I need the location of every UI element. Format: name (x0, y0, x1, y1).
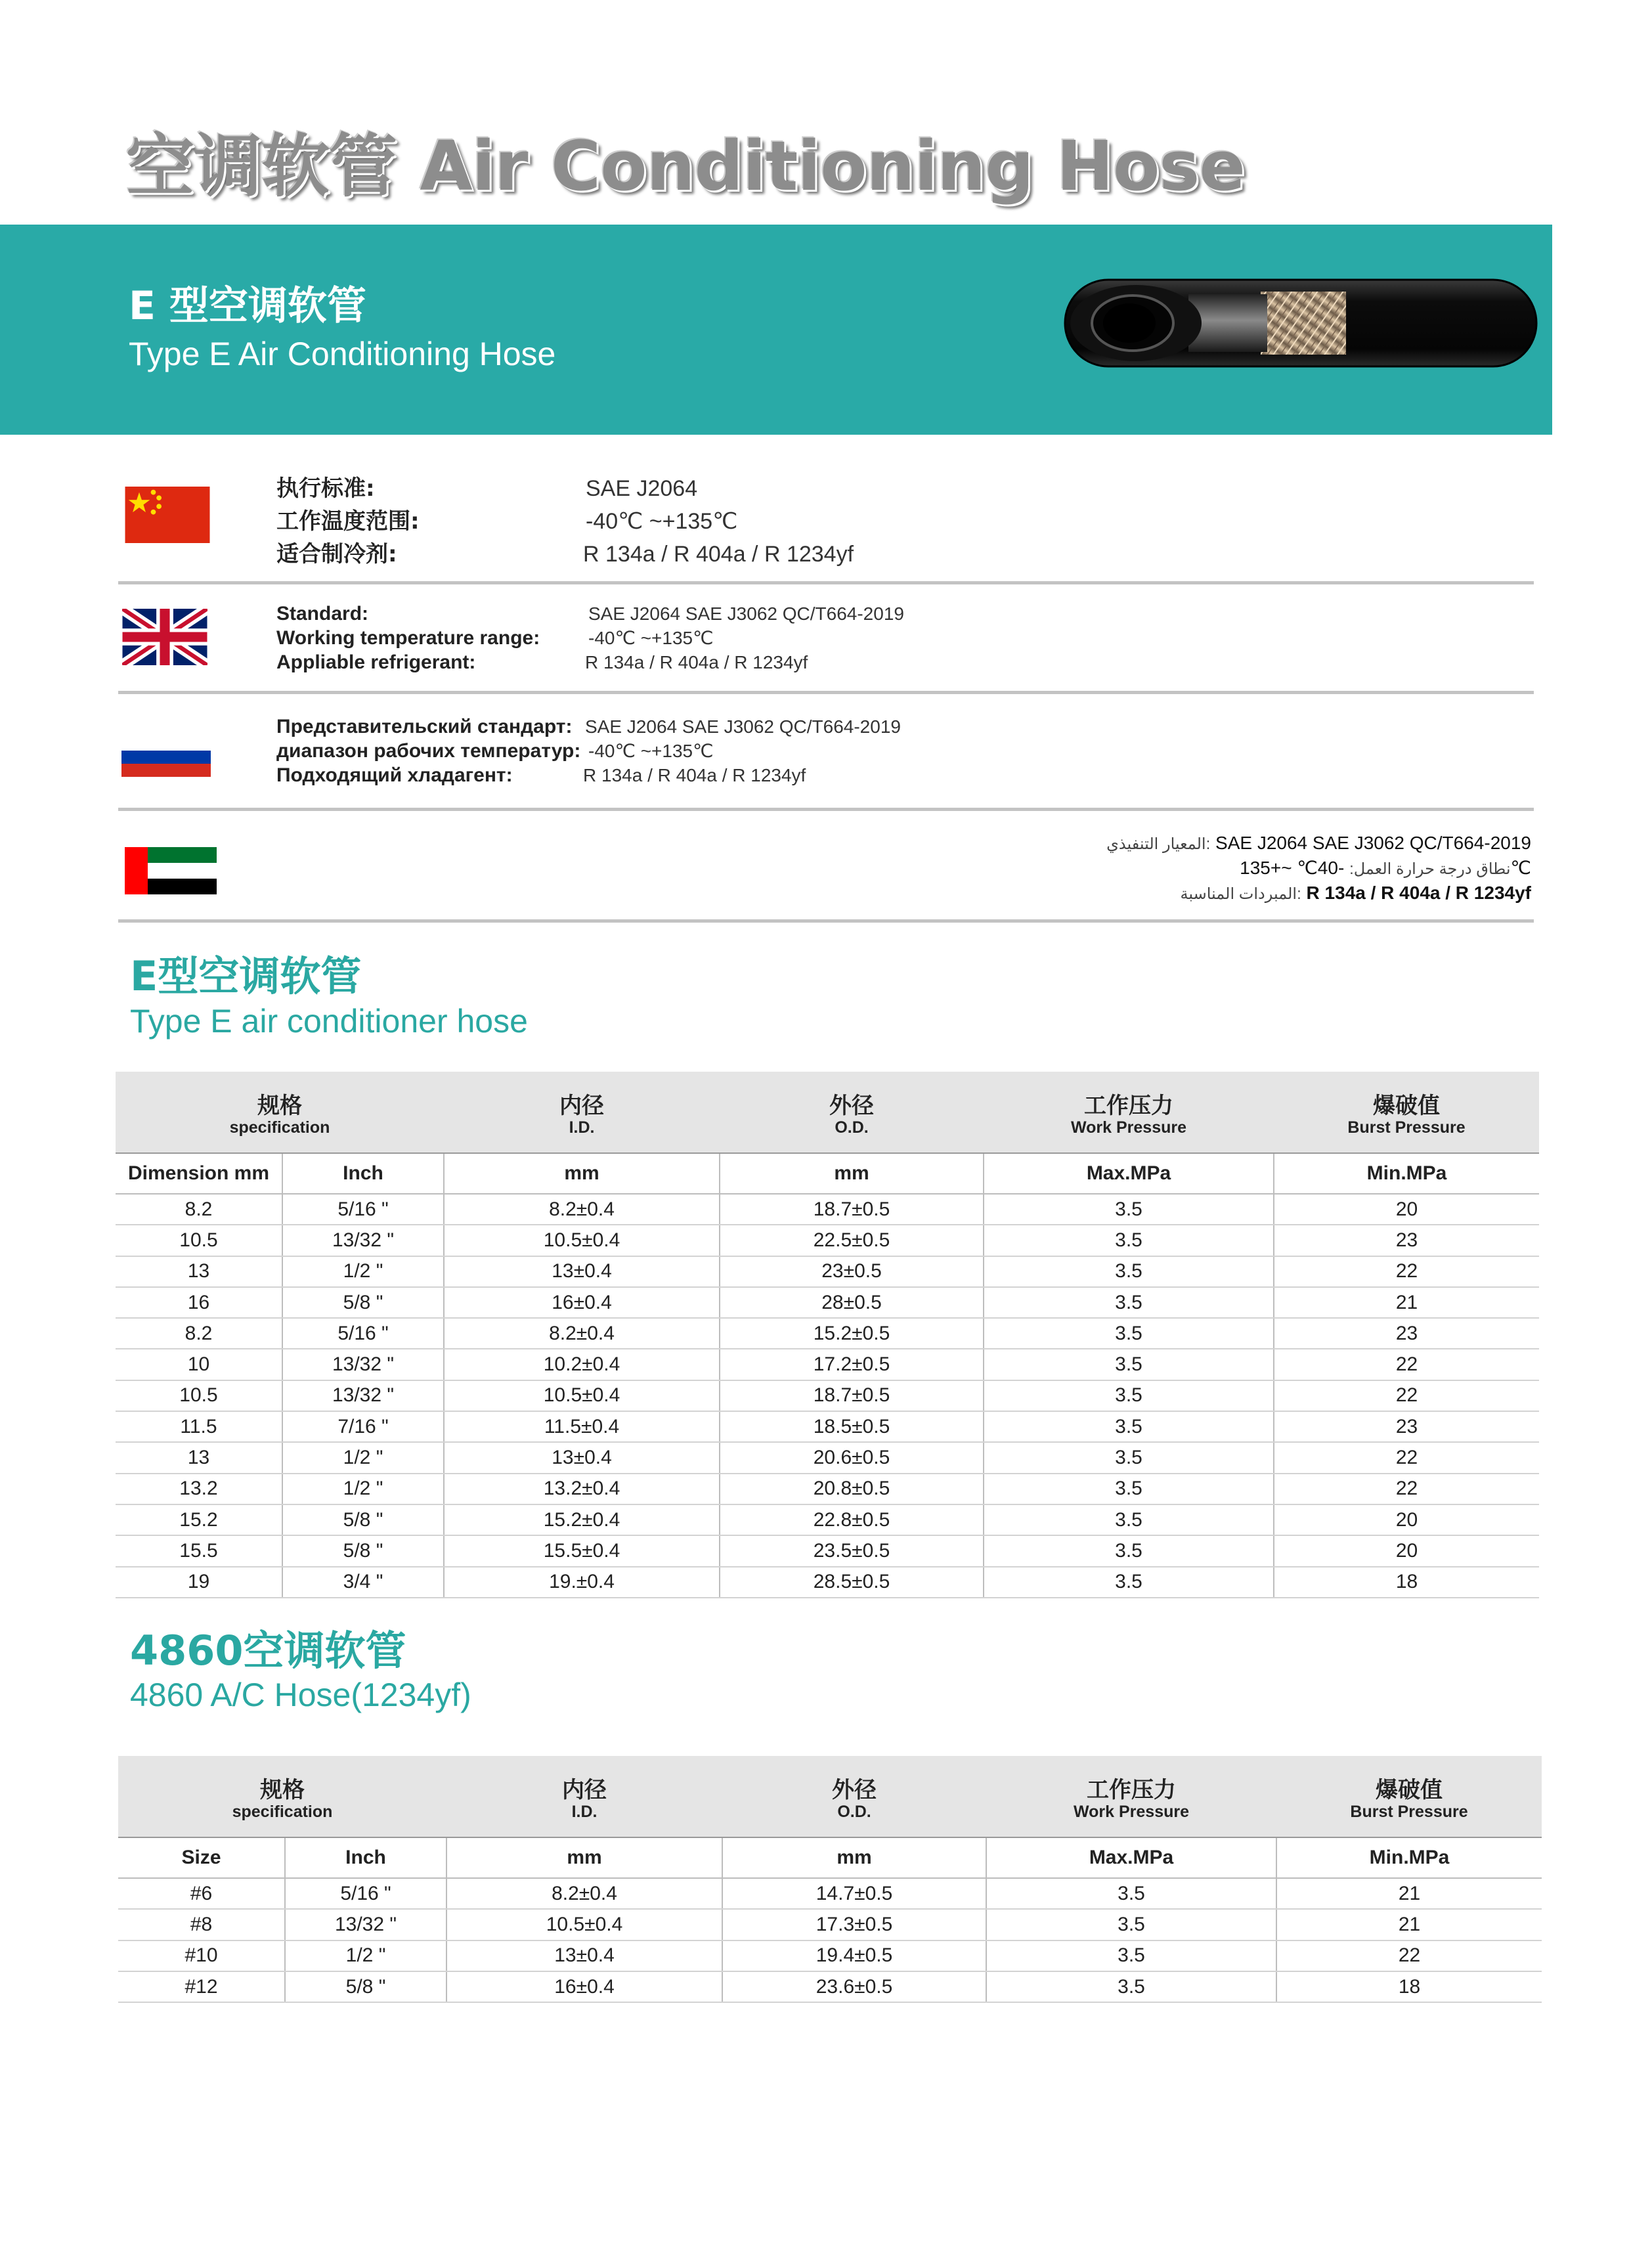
subheader-min-mpa: Min.MPa (1276, 1837, 1542, 1878)
table-cell: 13.2 (116, 1474, 282, 1504)
table-cell: 11.5 (116, 1411, 282, 1442)
table-cell: #6 (118, 1878, 285, 1909)
banner-title-en: Type E Air Conditioning Hose (129, 336, 556, 372)
table-body (118, 1878, 1542, 2002)
table-cell: #12 (118, 1971, 285, 2002)
table-row (118, 1878, 1542, 1909)
standard-label-ru: Представительский стандарт: (276, 716, 573, 737)
subheader-dimension: Dimension mm (116, 1153, 282, 1194)
page-title: 空调软管 Air Conditioning Hose (126, 126, 1245, 206)
table-cell: 17.3±0.5 (722, 1909, 986, 1940)
table-row (116, 1225, 1539, 1256)
table-cell: 10.5±0.4 (444, 1380, 720, 1411)
table-cell: 18 (1276, 1971, 1542, 2002)
table-cell: 8.2±0.4 (444, 1194, 720, 1225)
row-divider (118, 581, 1534, 584)
table-cell: 8.2 (116, 1194, 282, 1225)
table-cell: 1/2 " (282, 1474, 444, 1504)
table-cell: 22.8±0.5 (720, 1504, 984, 1535)
table-row (116, 1349, 1539, 1380)
standard-value-ar: SAE J2064 SAE J3062 QC/T664-2019 (1215, 833, 1531, 853)
table-cell: 1/2 " (282, 1442, 444, 1473)
table-cell: 18.7±0.5 (720, 1194, 984, 1225)
header-outer-diameter: 外径 O.D. (722, 1756, 986, 1837)
row-divider (118, 691, 1534, 694)
table-cell: 13±0.4 (444, 1442, 720, 1473)
china-flag-icon (125, 487, 210, 543)
temperature-label-cn: 工作温度范围: (276, 508, 420, 535)
table-cell: 5/16 " (282, 1194, 444, 1225)
table-cell: 20 (1274, 1535, 1539, 1566)
table-row (116, 1567, 1539, 1598)
russia-flag-icon (121, 737, 211, 777)
table-cell: 23.6±0.5 (722, 1971, 986, 2002)
table-row (116, 1194, 1539, 1225)
table-cell: 3.5 (984, 1535, 1274, 1566)
subheader-od-mm: mm (720, 1153, 984, 1194)
table-cell: 23 (1274, 1318, 1539, 1349)
header-specification: 规格 specification (116, 1072, 444, 1153)
subheader-max-mpa: Max.MPa (986, 1837, 1276, 1878)
table-cell: 3.5 (986, 1909, 1276, 1940)
temperature-value-ar: -40℃ ~+135℃ (1240, 858, 1531, 878)
table-cell: 13/32 " (282, 1380, 444, 1411)
section1-title-en: Type E air conditioner hose (130, 1003, 528, 1040)
table-cell: 13 (116, 1256, 282, 1287)
table-cell: 7/16 " (282, 1411, 444, 1442)
table-cell: 3.5 (984, 1287, 1274, 1318)
table-cell: 3.5 (984, 1318, 1274, 1349)
table-cell: 15.5±0.4 (444, 1535, 720, 1566)
table-body (116, 1194, 1539, 1598)
refrigerant-label-ru: Подходящий хладагент: (276, 764, 513, 786)
hose-cross-section-image (1064, 278, 1538, 368)
table-cell: 3.5 (984, 1442, 1274, 1473)
uae-flag-icon (125, 847, 217, 894)
table-header-row (116, 1072, 1539, 1153)
standard-value-cn: SAE J2064 (586, 476, 698, 501)
header-outer-diameter: 外径 O.D. (720, 1072, 984, 1153)
table-cell: 22 (1274, 1380, 1539, 1411)
table-row (116, 1411, 1539, 1442)
table-cell: 5/8 " (282, 1504, 444, 1535)
table-cell: 18 (1274, 1567, 1539, 1598)
subheader-max-mpa: Max.MPa (984, 1153, 1274, 1194)
table-cell: #10 (118, 1940, 285, 1971)
table-cell: 15.2 (116, 1504, 282, 1535)
refrigerant-value-en: R 134a / R 404a / R 1234yf (585, 652, 808, 672)
table-row (118, 1909, 1542, 1940)
temperature-label-ar: نطاق درجة حرارة العمل: (1349, 860, 1511, 878)
table-cell: 5/16 " (282, 1318, 444, 1349)
table-cell: #8 (118, 1909, 285, 1940)
table-row (116, 1504, 1539, 1535)
header-inner-diameter: 内径 I.D. (446, 1756, 722, 1837)
table-cell: 13/32 " (285, 1909, 446, 1940)
table-cell: 15.2±0.4 (444, 1504, 720, 1535)
type-e-spec-table (116, 1072, 1539, 1598)
table-cell: 3.5 (984, 1504, 1274, 1535)
subheader-inch: Inch (285, 1837, 446, 1878)
table-cell: 23 (1274, 1225, 1539, 1256)
header-work-pressure: 工作压力 Work Pressure (984, 1072, 1274, 1153)
table-cell: 23.5±0.5 (720, 1535, 984, 1566)
table-cell: 10.5±0.4 (446, 1909, 722, 1940)
row-divider (118, 808, 1534, 811)
subheader-inch: Inch (282, 1153, 444, 1194)
standard-label-ar: المعيار التنفيذي: (1106, 835, 1211, 853)
table-cell: 15.2±0.5 (720, 1318, 984, 1349)
4860-spec-table (118, 1756, 1542, 2003)
standard-label-en: Standard: (276, 603, 369, 625)
standard-label-cn: 执行标准: (276, 475, 375, 502)
table-cell: 21 (1276, 1909, 1542, 1940)
table-cell: 1/2 " (285, 1940, 446, 1971)
table-cell: 3.5 (984, 1349, 1274, 1380)
table-cell: 15.5 (116, 1535, 282, 1566)
table-cell: 16±0.4 (446, 1971, 722, 2002)
table-cell: 3/4 " (282, 1567, 444, 1598)
table-cell: 22 (1274, 1256, 1539, 1287)
table-cell: 3.5 (986, 1940, 1276, 1971)
refrigerant-value-ru: R 134a / R 404a / R 1234yf (583, 765, 806, 785)
table-cell: 8.2±0.4 (446, 1878, 722, 1909)
table-cell: 28.5±0.5 (720, 1567, 984, 1598)
table-cell: 16±0.4 (444, 1287, 720, 1318)
table-cell: 13 (116, 1442, 282, 1473)
table-cell: 5/8 " (282, 1535, 444, 1566)
table-cell: 3.5 (984, 1567, 1274, 1598)
temperature-value-ru: -40℃ ~+135℃ (588, 741, 714, 761)
table-cell: 3.5 (986, 1971, 1276, 2002)
table-cell: 5/16 " (285, 1878, 446, 1909)
standard-row-ar (1106, 830, 1531, 858)
table-cell: 20 (1274, 1504, 1539, 1535)
header-burst-pressure: 爆破值 Burst Pressure (1276, 1756, 1542, 1837)
table-cell: 21 (1274, 1287, 1539, 1318)
table-cell: 10.5±0.4 (444, 1225, 720, 1256)
table-cell: 22 (1274, 1442, 1539, 1473)
table-cell: 13±0.4 (444, 1256, 720, 1287)
table-cell: 3.5 (986, 1878, 1276, 1909)
table-subheader-row (116, 1153, 1539, 1194)
table-row (116, 1380, 1539, 1411)
subheader-od-mm: mm (722, 1837, 986, 1878)
table-cell: 5/8 " (285, 1971, 446, 2002)
table-cell: 5/8 " (282, 1287, 444, 1318)
table-cell: 22 (1276, 1940, 1542, 1971)
table-subheader-row (118, 1837, 1542, 1878)
table-cell: 19.4±0.5 (722, 1940, 986, 1971)
table-row (116, 1535, 1539, 1566)
table-cell: 19 (116, 1567, 282, 1598)
table-cell: 10.5 (116, 1380, 282, 1411)
table-cell: 3.5 (984, 1256, 1274, 1287)
table-row (116, 1442, 1539, 1473)
subheader-size: Size (118, 1837, 285, 1878)
banner-title-cn: E 型空调软管 (129, 283, 366, 329)
subheader-id-mm: mm (444, 1153, 720, 1194)
table-cell: 20 (1274, 1194, 1539, 1225)
table-cell: 3.5 (984, 1380, 1274, 1411)
table-row (116, 1318, 1539, 1349)
table-cell: 19.±0.4 (444, 1567, 720, 1598)
header-inner-diameter: 内径 I.D. (444, 1072, 720, 1153)
table-cell: 23 (1274, 1411, 1539, 1442)
table-cell: 17.2±0.5 (720, 1349, 984, 1380)
header-specification: 规格 specification (118, 1756, 446, 1837)
table-cell: 21 (1276, 1878, 1542, 1909)
standard-value-en: SAE J2064 SAE J3062 QC/T664-2019 (588, 603, 904, 624)
subheader-id-mm: mm (446, 1837, 722, 1878)
table-cell: 23±0.5 (720, 1256, 984, 1287)
table-row (116, 1474, 1539, 1504)
header-burst-pressure: 爆破值 Burst Pressure (1274, 1072, 1539, 1153)
table-cell: 10.2±0.4 (444, 1349, 720, 1380)
table-cell: 3.5 (984, 1194, 1274, 1225)
table-cell: 22 (1274, 1474, 1539, 1504)
table-cell: 10.5 (116, 1225, 282, 1256)
table-cell: 3.5 (984, 1225, 1274, 1256)
table-cell: 22.5±0.5 (720, 1225, 984, 1256)
table-cell: 14.7±0.5 (722, 1878, 986, 1909)
table-row (116, 1287, 1539, 1318)
header-work-pressure: 工作压力 Work Pressure (986, 1756, 1276, 1837)
refrigerant-value-cn: R 134a / R 404a / R 1234yf (583, 542, 854, 567)
table-cell: 10 (116, 1349, 282, 1380)
table-cell: 20.6±0.5 (720, 1442, 984, 1473)
table-cell: 13.2±0.4 (444, 1474, 720, 1504)
temperature-label-ru: диапазон рабочих температур: (276, 740, 581, 762)
uk-flag-icon (122, 609, 207, 665)
table-header-row (118, 1756, 1542, 1837)
standard-value-ru: SAE J2064 SAE J3062 QC/T664-2019 (585, 716, 901, 737)
refrigerant-value-ar: R 134a / R 404a / R 1234yf (1306, 883, 1531, 903)
temperature-label-en: Working temperature range: (276, 627, 540, 649)
table-cell: 13±0.4 (446, 1940, 722, 1971)
table-cell: 11.5±0.4 (444, 1411, 720, 1442)
table-cell: 28±0.5 (720, 1287, 984, 1318)
table-cell: 1/2 " (282, 1256, 444, 1287)
table-cell: 20.8±0.5 (720, 1474, 984, 1504)
table-cell: 22 (1274, 1349, 1539, 1380)
table-cell: 18.7±0.5 (720, 1380, 984, 1411)
subheader-min-mpa: Min.MPa (1274, 1153, 1539, 1194)
table-row (118, 1971, 1542, 2002)
temperature-value-cn: -40℃ ~+135℃ (586, 509, 738, 534)
table-cell: 8.2±0.4 (444, 1318, 720, 1349)
refrigerant-label-cn: 适合制冷剂: (276, 541, 397, 567)
refrigerant-label-ar: المبردات المناسبة: (1180, 885, 1301, 903)
table-row (116, 1256, 1539, 1287)
section2-title-cn: 4860空调软管 (130, 1627, 406, 1675)
table-cell: 18.5±0.5 (720, 1411, 984, 1442)
table-row (118, 1940, 1542, 1971)
table-cell: 3.5 (984, 1411, 1274, 1442)
temperature-value-en: -40℃ ~+135℃ (588, 628, 714, 648)
section2-title-en: 4860 A/C Hose(1234yf) (130, 1676, 471, 1713)
temperature-row-ar (1240, 855, 1531, 883)
table-cell: 13/32 " (282, 1349, 444, 1380)
section1-title-cn: E型空调软管 (130, 952, 362, 1000)
table-cell: 8.2 (116, 1318, 282, 1349)
table-cell: 13/32 " (282, 1225, 444, 1256)
table-cell: 16 (116, 1287, 282, 1318)
refrigerant-label-en: Appliable refrigerant: (276, 651, 476, 673)
table-cell: 3.5 (984, 1474, 1274, 1504)
row-divider (118, 919, 1534, 923)
refrigerant-row-ar (1181, 880, 1532, 908)
